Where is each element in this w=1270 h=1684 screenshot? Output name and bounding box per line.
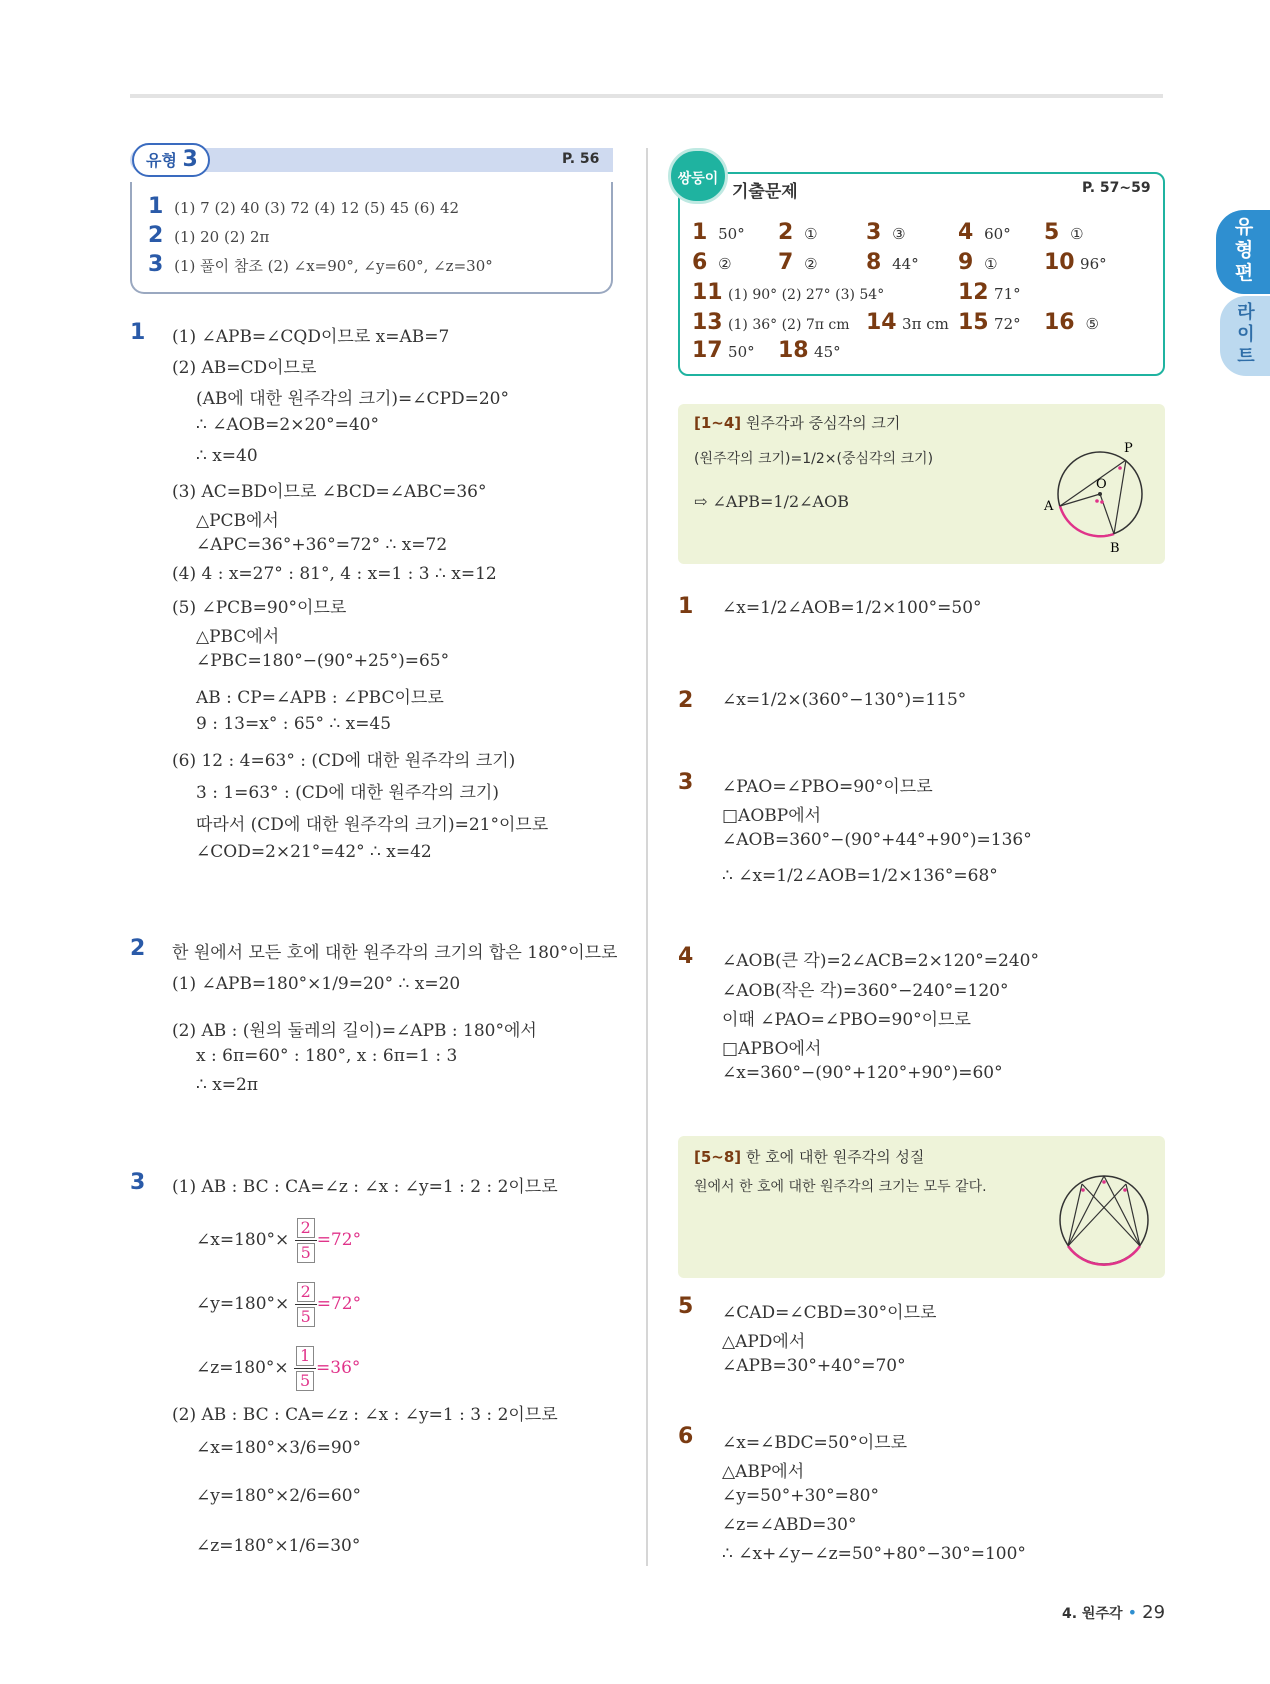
solution-line: △APD에서 [722, 1332, 806, 1352]
solution-line: △PBC에서 [196, 627, 280, 647]
answer-num: 18 [778, 338, 809, 363]
fraction-bar [295, 1304, 317, 1305]
solution-line: ∠x=1/2∠AOB=1/2×100°=50° [722, 598, 982, 618]
answer-item [958, 250, 998, 275]
solution-line: ∠AOB(큰 각)=2∠ACB=2×120°=240° [722, 951, 1039, 971]
answer-num: 17 [692, 338, 723, 363]
problem-number: 2 [678, 688, 694, 713]
solution-line: △ABP에서 [722, 1462, 805, 1482]
solution-line: ∠z=∠ABD=30° [722, 1515, 857, 1535]
solution-line: AB : CP=∠APB : ∠PBC이므로 [196, 688, 444, 708]
answer-num: 8 [866, 250, 882, 275]
solution-line: x : 6π=60° : 180°, x : 6π=1 : 3 [196, 1046, 458, 1066]
summary-text: (1) 7 (2) 40 (3) 72 (4) 12 (5) 45 (6) 42 [174, 199, 460, 217]
solution-line: (1) AB : BC : CA=∠z : ∠x : ∠y=1 : 2 : 2이므로 [172, 1177, 558, 1197]
answer-value: ② [718, 255, 732, 273]
answer-num: 5 [1044, 220, 1060, 245]
answer-value: 71° [994, 285, 1021, 303]
fraction-result: =72° [316, 1230, 362, 1250]
side-tab-light-label: 라이트 [1237, 302, 1255, 367]
answer-value: 50° [718, 225, 745, 243]
point-a-label: A [1044, 499, 1054, 514]
answer-value: ① [984, 255, 998, 273]
solution-line: (2) AB=CD이므로 [172, 358, 317, 378]
answer-value: ② [804, 255, 818, 273]
type-tag-num: 3 [182, 147, 198, 172]
solution-line: 이때 ∠PAO=∠PBO=90°이므로 [722, 1010, 971, 1030]
solution-line: ∠y=50°+30°=80° [722, 1486, 879, 1506]
solution-line: ∠APC=36°+36°=72° ∴ x=72 [196, 535, 448, 555]
solution-line: ∠x=∠BDC=50°이므로 [722, 1433, 908, 1453]
problem-number: 1 [130, 320, 146, 345]
panel-title-tag: [1~4] [694, 414, 742, 432]
solution-line: (4) 4 : x=27° : 81°, 4 : x=1 : 3 ∴ x=12 [172, 564, 497, 584]
answer-item [958, 280, 1021, 305]
solution-line: ∠PAO=∠PBO=90°이므로 [722, 777, 933, 797]
solution-line: ∴ ∠AOB=2×20°=40° [196, 415, 379, 435]
solution-line: 한 원에서 모든 호에 대한 원주각의 크기의 합은 180°이므로 [172, 943, 618, 963]
solution-line: (2) AB : (원의 둘레의 길이)=∠APB : 180°에서 [172, 1021, 537, 1041]
summary-row [148, 194, 459, 219]
summary-num: 3 [148, 252, 164, 277]
answer-item [866, 250, 919, 275]
type-tag [132, 143, 210, 177]
answer-value: 45° [814, 343, 841, 361]
answer-item [1044, 220, 1084, 245]
solution-line: ∠x=360°−(90°+120°+90°)=60° [722, 1063, 1003, 1083]
solution-line: ∠AOB=360°−(90°+44°+90°)=136° [722, 830, 1032, 850]
solution-line: ∠AOB(작은 각)=360°−240°=120° [722, 981, 1009, 1001]
solution-line: 따라서 (CD에 대한 원주각의 크기)=21°이므로 [196, 815, 549, 835]
solution-line: 3 : 1=63° : (CD에 대한 원주각의 크기) [196, 783, 499, 803]
solution-line: ∠PBC=180°−(90°+25°)=65° [196, 651, 450, 671]
fraction-numerator: 1 [296, 1346, 314, 1366]
problem-number: 3 [678, 770, 694, 795]
panel-formula: (원주각의 크기)=1/2×(중심각의 크기) [694, 451, 934, 467]
summary-row [148, 252, 493, 277]
solution-line: ∴ ∠x=1/2∠AOB=1/2×136°=68° [722, 866, 998, 886]
answer-value: ③ [892, 225, 906, 243]
side-tab-light[interactable] [1220, 296, 1270, 376]
answer-num: 6 [692, 250, 708, 275]
solution-line: ∠APB=30°+40°=70° [722, 1356, 906, 1376]
answer-item [692, 250, 732, 275]
circle-diagram-1 [1040, 438, 1160, 558]
summary-row [148, 223, 269, 248]
solution-line: (3) AC=BD이므로 ∠BCD=∠ABC=36° [172, 482, 487, 502]
answer-num: 3 [866, 220, 882, 245]
problem-number: 1 [678, 594, 694, 619]
answer-item [778, 250, 818, 275]
side-tab-type[interactable] [1216, 210, 1270, 294]
answer-value: ① [1070, 225, 1084, 243]
answer-item [958, 220, 1011, 245]
fraction-prefix: ∠x=180°× [196, 1230, 290, 1250]
answer-item [692, 220, 745, 245]
answer-value: 60° [984, 225, 1011, 243]
solution-line: (2) AB : BC : CA=∠z : ∠x : ∠y=1 : 3 : 2이므로 [172, 1405, 558, 1425]
problem-number: 6 [678, 1424, 694, 1449]
answer-value: ⑤ [1085, 315, 1099, 333]
solution-line: △PCB에서 [196, 511, 279, 531]
answer-num: 14 [866, 310, 897, 335]
solution-line: ∴ x=2π [196, 1075, 259, 1095]
footer-bullet: • [1127, 1603, 1138, 1622]
fraction-line-y [196, 1282, 361, 1327]
solution-line: ∠z=180°×1/6=30° [196, 1536, 361, 1556]
answer-box-title: 기출문제 [732, 182, 798, 202]
fraction-denominator: 5 [297, 1307, 315, 1327]
boxed-fraction [295, 1282, 317, 1327]
panel-title-text: 원주각과 중심각의 크기 [745, 414, 901, 432]
fraction-denominator: 5 [297, 1243, 315, 1263]
answer-num: 16 [1044, 310, 1075, 335]
panel-text: 원에서 한 호에 대한 원주각의 크기는 모두 같다. [694, 1179, 987, 1195]
top-rule [130, 94, 1163, 98]
solution-line: (AB에 대한 원주각의 크기)=∠CPD=20° [196, 389, 509, 409]
answer-item [778, 220, 818, 245]
answer-num: 9 [958, 250, 974, 275]
answer-item [1044, 250, 1107, 275]
solution-line: (5) ∠PCB=90°이므로 [172, 598, 347, 618]
solution-line: (6) 12 : 4=63° : (CD에 대한 원주각의 크기) [172, 751, 516, 771]
fraction-numerator: 2 [297, 1282, 315, 1302]
answer-num: 1 [692, 220, 708, 245]
answer-num: 13 [692, 310, 723, 335]
side-tab-type-label: 유형편 [1234, 216, 1254, 284]
answer-value: ① [804, 225, 818, 243]
panel-formula-2: ⇨ ∠APB=1/2∠AOB [694, 492, 849, 511]
answer-num: 7 [778, 250, 794, 275]
answer-item [958, 310, 1021, 335]
fraction-prefix: ∠y=180°× [196, 1294, 290, 1314]
problem-number: 4 [678, 944, 694, 969]
answer-item [1044, 310, 1099, 335]
answer-item [778, 338, 841, 363]
solution-line: ∠x=1/2×(360°−130°)=115° [722, 690, 967, 710]
answer-value: 44° [892, 255, 919, 273]
answer-item [692, 280, 884, 305]
solution-line: 9 : 13=x° : 65° ∴ x=45 [196, 714, 392, 734]
fraction-result: =36° [316, 1358, 361, 1378]
solution-line: ∠y=180°×2/6=60° [196, 1486, 362, 1506]
panel-title [694, 412, 900, 433]
summary-num: 2 [148, 223, 164, 248]
problem-number: 5 [678, 1294, 694, 1319]
type-tag-label: 유형 [146, 151, 177, 170]
answer-item [692, 310, 850, 335]
panel-title-text: 한 호에 대한 원주각의 성질 [745, 1148, 925, 1166]
answer-box-page: P. 57~59 [1082, 180, 1151, 196]
column-divider [646, 148, 648, 1566]
point-o-label: O [1096, 477, 1107, 492]
solution-line: (1) ∠APB=180°×1/9=20° ∴ x=20 [172, 974, 461, 994]
page-footer [1062, 1602, 1165, 1623]
type-page-ref: P. 56 [562, 151, 600, 167]
fraction-bar [295, 1240, 317, 1241]
answer-num: 10 [1044, 250, 1075, 275]
fraction-result: =72° [316, 1294, 362, 1314]
solution-line: □AOBP에서 [722, 806, 822, 826]
summary-text: (1) 20 (2) 2π [174, 228, 270, 246]
answer-num: 2 [778, 220, 794, 245]
fraction-bar [294, 1368, 316, 1369]
panel-title-tag: [5~8] [694, 1148, 742, 1166]
summary-num: 1 [148, 194, 164, 219]
fraction-line-z [196, 1346, 360, 1391]
answer-item [692, 338, 755, 363]
boxed-fraction [295, 1218, 317, 1263]
answer-num: 15 [958, 310, 989, 335]
circle-diagram-2 [1048, 1168, 1160, 1272]
solution-line: (1) ∠APB=∠CQD이므로 x=AB=7 [172, 327, 450, 347]
footer-chapter: 4. 원주각 [1062, 1606, 1123, 1622]
footer-page-number: 29 [1142, 1602, 1166, 1623]
summary-text: (1) 풀이 참조 (2) ∠x=90°, ∠y=60°, ∠z=30° [174, 257, 493, 275]
solution-line: □APBO에서 [722, 1039, 822, 1059]
fraction-prefix: ∠z=180°× [196, 1358, 289, 1378]
solution-line: ∠COD=2×21°=42° ∴ x=42 [196, 842, 432, 862]
panel-title [694, 1146, 924, 1167]
problem-number: 3 [130, 1170, 146, 1195]
answer-num: 12 [958, 280, 989, 305]
boxed-fraction [294, 1346, 316, 1391]
solution-line: ∴ ∠x+∠y−∠z=50°+80°−30°=100° [722, 1544, 1026, 1564]
answer-num: 11 [692, 280, 723, 305]
solution-line: ∠CAD=∠CBD=30°이므로 [722, 1303, 937, 1323]
answer-value: 72° [994, 315, 1021, 333]
answer-num: 4 [958, 220, 974, 245]
fraction-numerator: 2 [297, 1218, 315, 1238]
solution-line: ∠x=180°×3/6=90° [196, 1438, 362, 1458]
answer-value: 96° [1080, 255, 1107, 273]
answer-value: (1) 36° (2) 7π cm [728, 317, 850, 333]
fraction-denominator: 5 [296, 1371, 314, 1391]
answer-value: (1) 90° (2) 27° (3) 54° [728, 287, 885, 303]
answer-value: 50° [728, 343, 755, 361]
point-p-label: P [1124, 441, 1133, 456]
point-b-label: B [1110, 541, 1120, 556]
answer-value: 3π cm [902, 315, 949, 333]
answer-item [866, 310, 949, 335]
problem-number: 2 [130, 936, 146, 961]
answer-item [866, 220, 906, 245]
solution-line: ∴ x=40 [196, 446, 258, 466]
twin-badge: 쌍둥이 [668, 148, 728, 204]
fraction-line-x [196, 1218, 361, 1263]
